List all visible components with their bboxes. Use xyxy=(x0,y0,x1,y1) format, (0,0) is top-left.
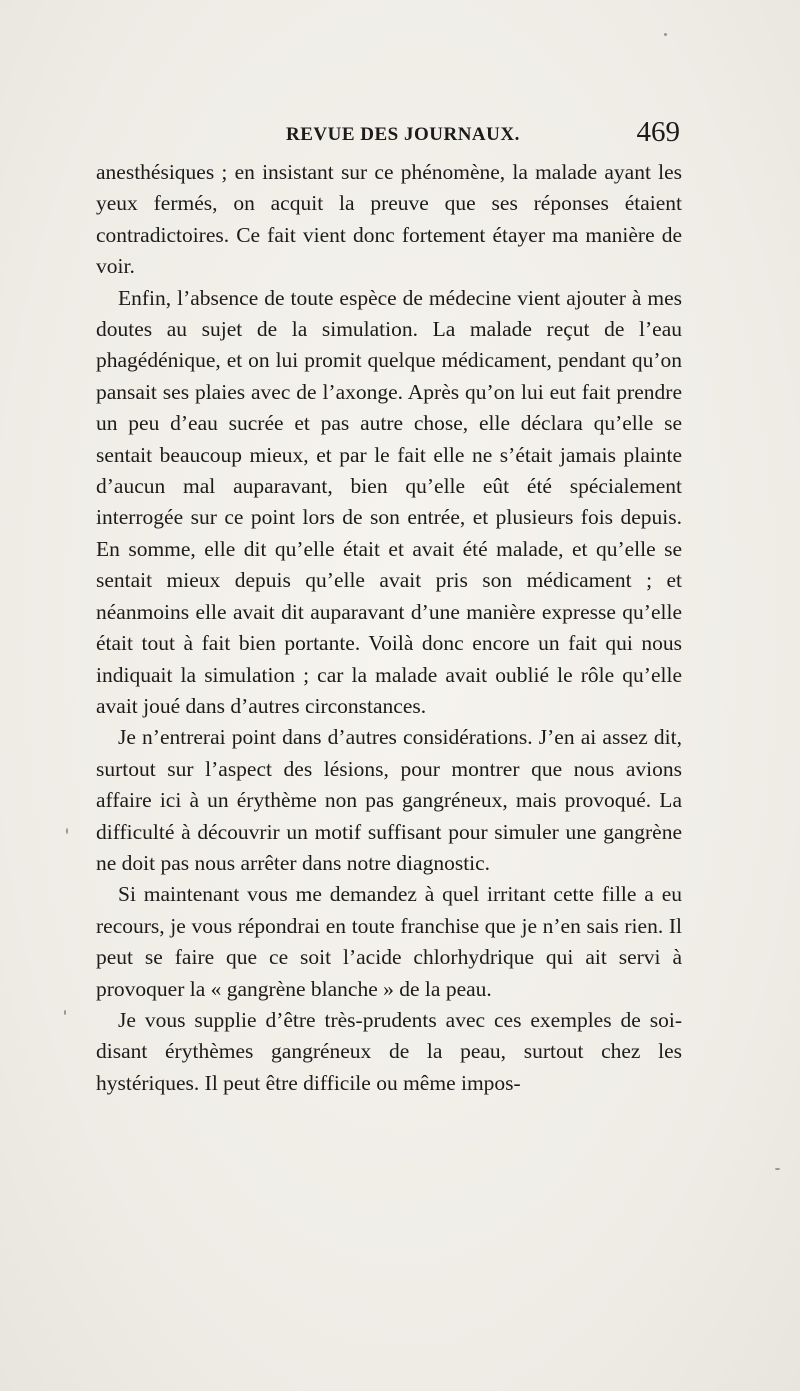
page-number: 469 xyxy=(636,116,680,148)
paper-speck xyxy=(664,33,667,36)
paragraph-1: anesthésiques ; en insistant sur ce phénomène, la malade ayant les yeux fermés, on acquit la preuve que ses réponses étaient contradictoires. Ce fait vient donc fortement étayer ma manière de voir. xyxy=(96,160,682,279)
paragraph-3: Je n’entrerai point dans d’autres considérations. J’en ai assez dit, surtout sur l’aspect des lésions, pour montrer que nous avions affaire ici à un érythème non pas gangréneux, mais provoqué. La difficulté à découvrir un motif suffisant pour simuler une gangrène ne doit pas nous arrêter dans notre diagnostic. xyxy=(96,725,682,875)
body-text xyxy=(96,157,682,1099)
paper-speck xyxy=(775,1168,780,1170)
running-head: REVUE DES JOURNAUX. xyxy=(286,124,520,145)
page-header xyxy=(96,116,682,152)
paragraph-2: Enfin, l’absence de toute espèce de médecine vient ajouter à mes doutes au sujet de la simulation. La malade reçut de l’eau phagédénique, et on lui promit quelque médicament, pendant qu’on pansait ses plaies avec de l’axonge. Après qu’on lui eut fait prendre un peu d’eau sucrée et pas autre chose, elle déclara qu’elle se sentait beaucoup mieux, et par le fait elle ne s’était jamais plainte d’aucun mal auparavant, bien qu’elle eût été spécialement interrogée sur ce point lors de son entrée, et plusieurs fois depuis. En somme, elle dit qu’elle était et avait été malade, et qu’elle se sentait mieux depuis qu’elle avait pris son médicament ; et néanmoins elle avait dit auparavant d’une manière expresse qu’elle était tout à fait bien portante. Voilà donc encore un fait qui nous indiquait la simulation ; car la malade avait oublié le rôle qu’elle avait joué dans d’autres circonstances. xyxy=(96,285,682,718)
paper-speck xyxy=(66,828,68,834)
paragraph-5: Je vous supplie d’être très-prudents avec ces exemples de soi-disant érythèmes gangréneux de la peau, surtout chez les hystériques. Il peut être difficile ou même impos- xyxy=(96,1007,682,1095)
paragraph-4: Si maintenant vous me demandez à quel irritant cette fille a eu recours, je vous répondrai en toute franchise que je n’en sais rien. Il peut se faire que ce soit l’acide chlorhydrique qui ait servi à provoquer la « gangrène blanche » de la peau. xyxy=(96,882,682,1001)
paper-speck xyxy=(64,1010,66,1015)
